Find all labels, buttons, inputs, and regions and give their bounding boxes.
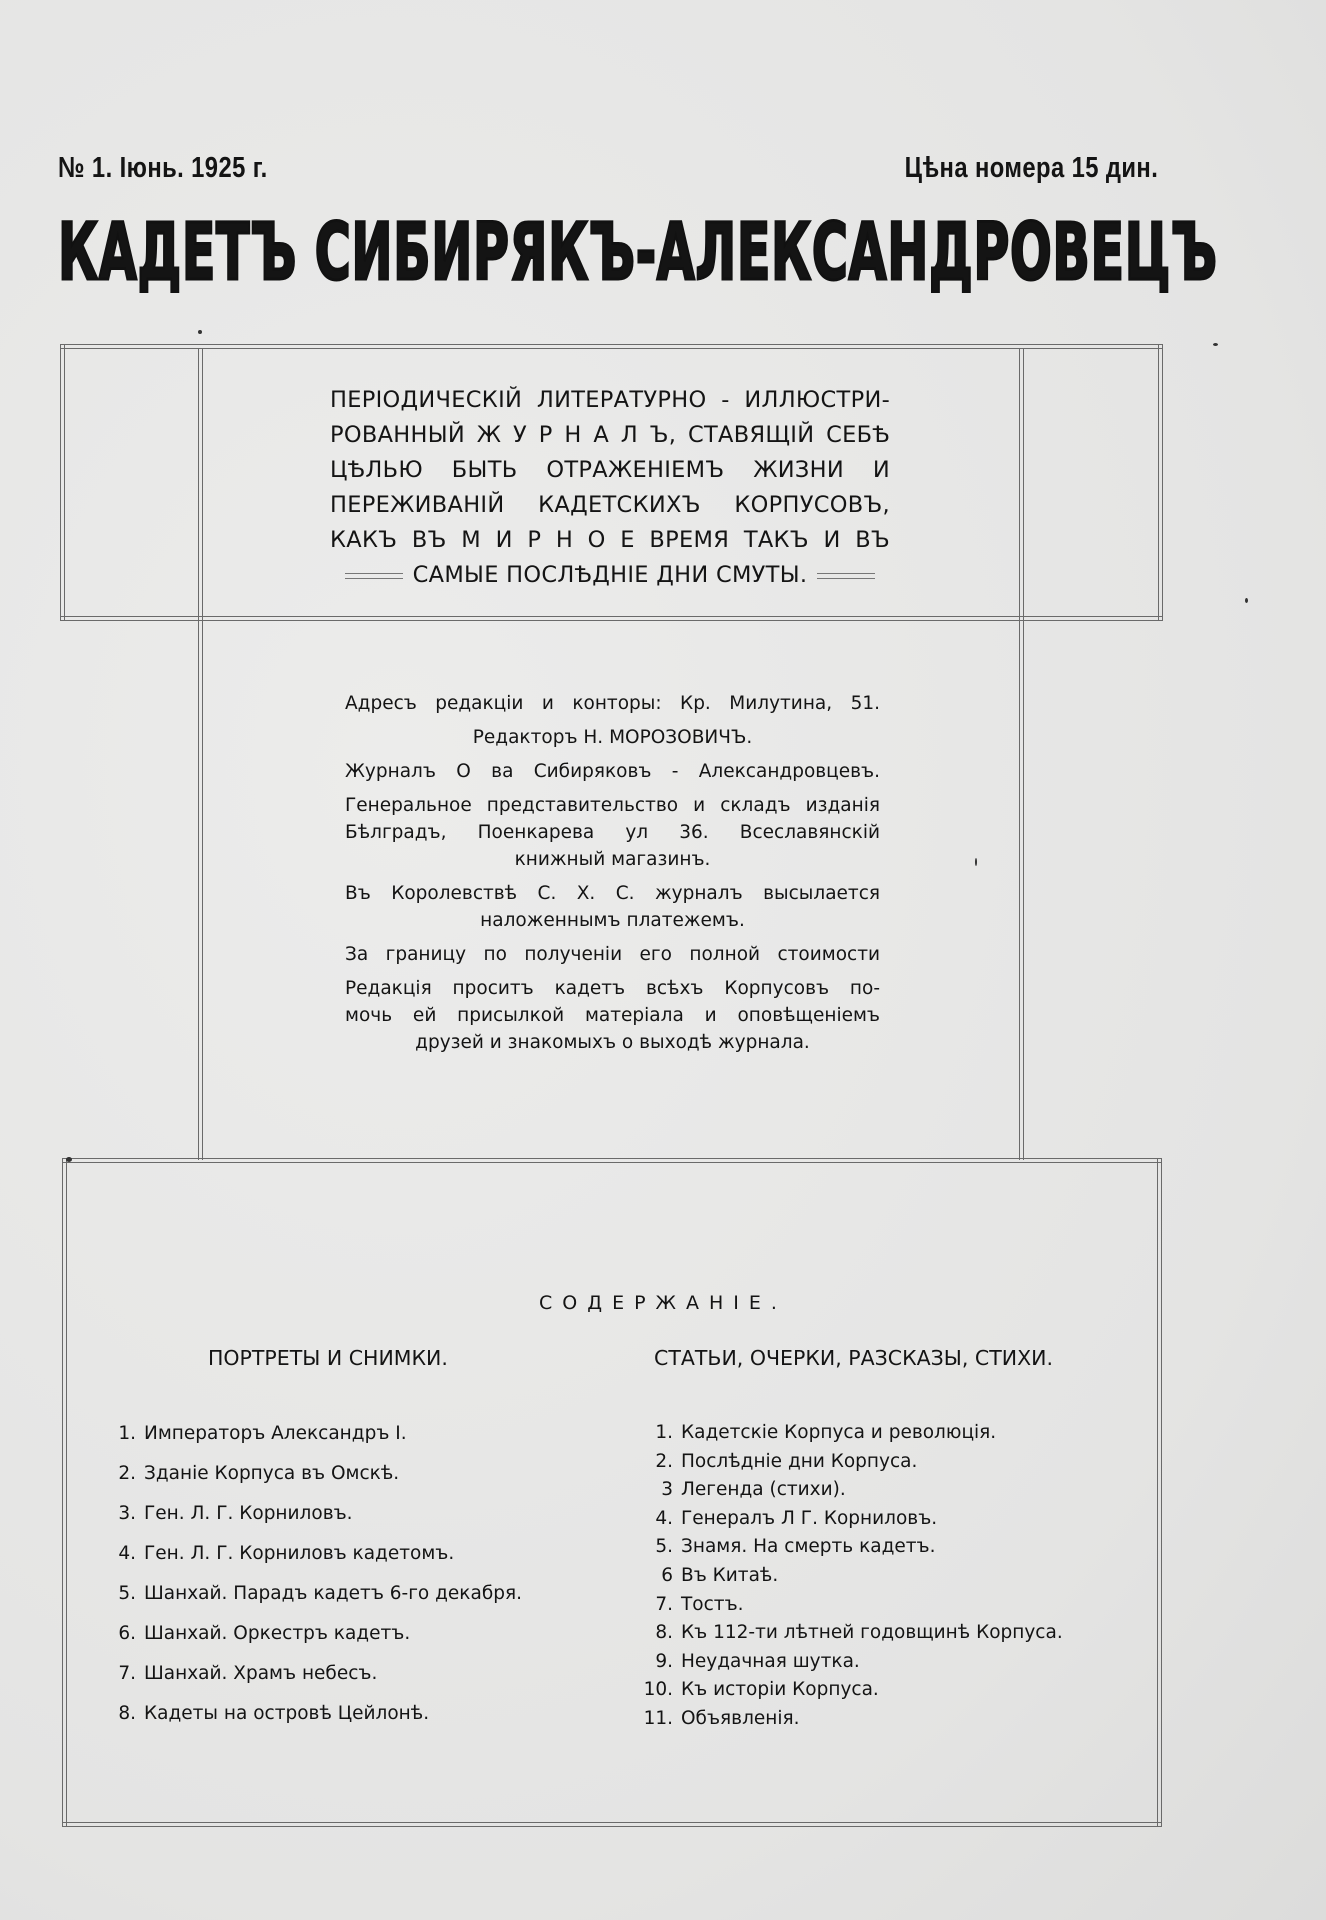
list-item [108, 1540, 522, 1580]
paper-speck [1213, 343, 1218, 346]
item-number: 7. [118, 1663, 136, 1684]
list-item [108, 1580, 522, 1620]
contents-title: СОДЕРЖАНІЕ. [539, 1292, 787, 1314]
paper-speck [198, 330, 202, 334]
list-item [108, 1660, 522, 1700]
item-text: Шанхай. Храмъ небесъ. [144, 1663, 378, 1684]
request-line: мочь ей присылкой матеріала и оповѣщеніемъ [345, 1005, 880, 1026]
distribution-line: книжный магазинъ. [514, 849, 711, 870]
mission-line: ПЕРІОДИЧЕСКІЙ ЛИТЕРАТУРНО - ИЛЛЮСТРИ- [330, 387, 890, 413]
distribution-line: Генеральное представительство и складъ изданія [345, 795, 880, 816]
item-number: 4. [118, 1543, 136, 1564]
frame-line [60, 344, 1163, 349]
item-text: Шанхай. Парадъ кадетъ 6-го декабря. [144, 1583, 522, 1604]
decorative-rule [345, 573, 403, 579]
item-text: Къ 112-ти лѣтней годовщинѣ Корпуса. [681, 1622, 1063, 1644]
item-number: 5. [118, 1583, 136, 1604]
frame-line [62, 1158, 1162, 1163]
distribution-info [345, 792, 880, 873]
list-item [640, 1419, 1063, 1448]
editorial-info [345, 690, 880, 1063]
mission-line: САМЫЕ ПОСЛѢДНІЕ ДНИ СМУТЫ. [412, 562, 808, 588]
item-number: 1. [118, 1423, 136, 1444]
publisher-society: Журналъ О ва Сибиряковъ - Александровцевъ. [345, 761, 880, 782]
frame-line [1019, 348, 1024, 1160]
list-item [108, 1460, 522, 1500]
item-text: Ген. Л. Г. Корниловъ кадетомъ. [144, 1543, 455, 1564]
abroad-shipping: За границу по полученіи его полной стоимости [345, 944, 880, 965]
shipping-line: Въ Королевствѣ С. Х. С. журналъ высылается [345, 883, 880, 904]
item-text: Легенда (стихи). [681, 1479, 846, 1501]
frame-line [1158, 344, 1163, 621]
shipping-line: наложеннымъ платежемъ. [480, 910, 745, 931]
mission-line: КАКЪ ВЪ М И Р Н О Е ВРЕМЯ ТАКЪ И ВЪ [330, 527, 890, 553]
articles-heading: СТАТЬИ, ОЧЕРКИ, РАЗСКАЗЫ, СТИХИ. [654, 1346, 1053, 1370]
item-text: Въ Китаѣ. [681, 1564, 779, 1586]
list-item [108, 1620, 522, 1660]
item-number: 4. [655, 1507, 673, 1529]
kingdom-shipping [345, 880, 880, 934]
office-address: Адресъ редакціи и конторы: Кр. Милутина, 51. [345, 693, 880, 714]
item-number: 6 [661, 1564, 673, 1586]
mission-line-final [330, 558, 890, 593]
item-number: 5. [655, 1536, 673, 1558]
request-line: Редакція проситъ кадетъ всѣхъ Корпусовъ по- [345, 978, 880, 999]
item-number: 8. [655, 1622, 673, 1644]
item-number: 11. [643, 1707, 673, 1729]
item-text: Ген. Л. Г. Корниловъ. [144, 1503, 353, 1524]
item-text: Неудачная шутка. [681, 1650, 860, 1672]
item-text: Зданіе Корпуса въ Омскѣ. [144, 1463, 400, 1484]
mission-statement [330, 383, 890, 593]
mission-line: ЦѢЛЬЮ БЫТЬ ОТРАЖЕНІЕМЪ ЖИЗНИ И [330, 457, 890, 483]
decorative-rule [817, 573, 875, 579]
paper-speck [1245, 598, 1248, 603]
portraits-list [108, 1420, 522, 1740]
list-item [640, 1591, 1063, 1620]
editor-name: Редакторъ Н. МОРОЗОВИЧЪ. [472, 727, 753, 748]
distribution-line: Бѣлградъ, Поенкарева ул 36. Всеславянскій [345, 822, 880, 843]
request-line: друзей и знакомыхъ о выходѣ журнала. [415, 1032, 810, 1053]
item-number: 6. [118, 1623, 136, 1644]
item-number: 7. [655, 1593, 673, 1615]
item-number: 3 [661, 1479, 673, 1501]
item-number: 8. [118, 1703, 136, 1724]
list-item [640, 1533, 1063, 1562]
list-item [640, 1648, 1063, 1677]
item-number: 2. [655, 1450, 673, 1472]
frame-line [60, 616, 1163, 621]
portraits-heading: ПОРТРЕТЫ И СНИМКИ. [208, 1346, 448, 1370]
editorial-request [345, 975, 880, 1056]
item-text: Послѣдніе дни Корпуса. [681, 1450, 918, 1472]
list-item [640, 1705, 1063, 1734]
list-item [108, 1420, 522, 1460]
list-item [640, 1562, 1063, 1591]
frame-line [60, 344, 65, 621]
list-item [640, 1476, 1063, 1505]
list-item [108, 1700, 522, 1740]
list-item [640, 1448, 1063, 1477]
frame-line [198, 348, 203, 1160]
list-item [640, 1619, 1063, 1648]
item-text: Кадеты на островѣ Цейлонѣ. [144, 1703, 430, 1724]
mission-line: РОВАННЫЙ Ж У Р Н А Л Ъ, СТАВЯЩІЙ СЕБѢ [330, 422, 890, 448]
list-item [640, 1676, 1063, 1705]
frame-line [1157, 1158, 1162, 1827]
mission-line: ПЕРЕЖИВАНІЙ КАДЕТСКИХЪ КОРПУСОВЪ, [330, 492, 890, 518]
item-text: Знамя. На смерть кадетъ. [681, 1536, 936, 1558]
item-number: 10. [643, 1679, 673, 1701]
frame-line [62, 1158, 67, 1827]
item-text: Императоръ Александръ I. [144, 1423, 407, 1444]
item-text: Объявленія. [681, 1707, 800, 1729]
list-item [640, 1505, 1063, 1534]
item-text: Генералъ Л Г. Корниловъ. [681, 1507, 938, 1529]
journal-title: КАДЕТЪ СИБИРЯКЪ-АЛЕКСАНДРОВЕЦЪ [58, 208, 1218, 298]
issue-price: Цѣна номера 15 дин. [904, 152, 1158, 184]
list-item [108, 1500, 522, 1540]
articles-list [640, 1419, 1063, 1734]
paper-speck [66, 1157, 72, 1162]
item-text: Къ исторіи Корпуса. [681, 1679, 879, 1701]
item-number: 9. [655, 1650, 673, 1672]
item-number: 3. [118, 1503, 136, 1524]
paper-speck [975, 858, 977, 866]
issue-number-date: № 1. Іюнь. 1925 г. [58, 152, 268, 184]
item-text: Тостъ. [681, 1593, 744, 1615]
item-text: Шанхай. Оркестръ кадетъ. [144, 1623, 411, 1644]
frame-line [62, 1822, 1162, 1827]
item-number: 2. [118, 1463, 136, 1484]
item-text: Кадетскіе Корпуса и революція. [681, 1422, 997, 1443]
item-number: 1. [655, 1422, 673, 1443]
